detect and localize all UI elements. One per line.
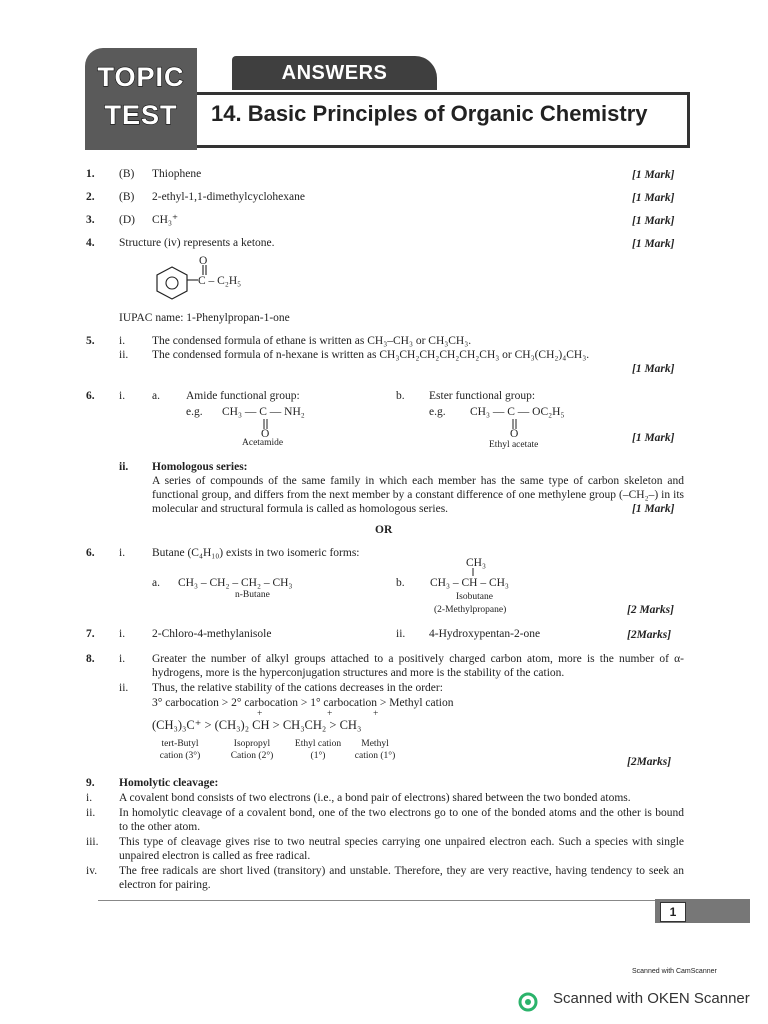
homologous-text: A series of compounds of the same family in which each member has the same type of carbon skeleton and functional group, and differs from the next member by a constant difference of one methylene group (–CH₂–) in its molecular and structural formula is called as homologous series. xyxy=(152,475,684,516)
q5-ii-label: ii. xyxy=(119,349,129,361)
q2-answer: 2-ethyl-1,1-dimethylcyclohexane xyxy=(152,191,305,203)
q8-order: 3° carbocation > 2° carbocation > 1° carbocation > Methyl cation xyxy=(152,697,454,709)
plus-isopropyl: + xyxy=(257,709,263,719)
q4-text: Structure (iv) represents a ketone. xyxy=(119,237,275,249)
q9-number: 9. xyxy=(86,777,95,789)
q9-iv-text: The free radicals are short lived (transitory) and unstable. Therefore, they are very reactive, having tendency to seek an electron for pairing. xyxy=(119,865,684,892)
q5-ii-text: The condensed formula of n-hexane is written as CH₃CH₂CH₂CH₂CH₂CH₃ or CH₃(CH₂)₄CH₃. xyxy=(152,349,590,361)
q3-number: 3. xyxy=(86,214,95,226)
or-divider: OR xyxy=(375,524,393,536)
ethyl-label: Ethyl cation xyxy=(294,739,342,749)
footer-rule xyxy=(98,900,750,901)
q5-i-text: The condensed formula of ethane is written as CH₃–CH₃ or CH₃CH₃. xyxy=(152,335,472,347)
ethyl-acetate-label: Ethyl acetate xyxy=(489,440,539,450)
q9-iii-text: This type of cleavage gives rise to two neutral species carrying one unpaired electron each. Such a species with single unpaired electron is called as free radical. xyxy=(119,836,684,863)
ketone-oxygen: O xyxy=(199,255,208,267)
ethyl-degree: (1°) xyxy=(310,751,326,761)
tert-butyl-degree: cation (3°) xyxy=(159,751,201,761)
isobutane-formula: CH₃ – CH – CH₃ xyxy=(430,577,509,589)
acetamide-label: Acetamide xyxy=(242,438,284,448)
q6alt-mark: [2 Marks] xyxy=(627,604,674,616)
test-label: TEST xyxy=(104,100,178,130)
q9-i-text: A covalent bond consists of two electrons (i.e., a bond pair of electrons) shared between the two bonded atoms. xyxy=(119,792,631,804)
q8-ii-text: Thus, the relative stability of the cations decreases in the order: xyxy=(152,682,443,694)
q7-number: 7. xyxy=(86,628,95,640)
q7-i-text: 2-Chloro-4-methylanisole xyxy=(152,628,272,640)
q8-number: 8. xyxy=(86,653,95,665)
nbutane-label: n-Butane xyxy=(235,590,270,600)
q1-option: (B) xyxy=(119,168,135,180)
q3-answer: CH₃⁺ xyxy=(152,214,179,226)
q8-i-text: Greater the number of alkyl groups attached to a positively charged carbon atom, more is the number of α-hydrogens, more is the hyperconjugation structures and more is the stability of the cation. xyxy=(152,653,684,680)
scanner-logo-icon xyxy=(518,992,538,1012)
q6-i-label: i. xyxy=(119,390,126,402)
q1-number: 1. xyxy=(86,168,95,180)
isobutane-iupac: (2-Methylpropane) xyxy=(434,605,507,615)
oken-scanner-watermark: Scanned with OKEN Scanner xyxy=(553,990,750,1007)
q6alt-b-label: b. xyxy=(396,577,405,589)
q4-mark: [1 Mark] xyxy=(632,238,675,250)
amide-heading: Amide functional group: xyxy=(186,390,300,402)
q6-number: 6. xyxy=(86,390,95,402)
isobutane-ch3-top: CH₃ xyxy=(466,557,486,569)
q7-i-label: i. xyxy=(119,628,126,640)
q1-answer: Thiophene xyxy=(152,168,202,180)
ester-oxygen: O xyxy=(510,428,519,440)
q6-i-mark: [1 Mark] xyxy=(632,432,675,444)
plus-ethyl: + xyxy=(327,709,333,719)
q9-iv-label: iv. xyxy=(86,865,98,877)
q9-title: Homolytic cleavage: xyxy=(119,777,219,789)
isopropyl-degree: Cation (2°) xyxy=(230,751,274,761)
ester-formula: CH₃ — C — OC₂H₅ xyxy=(470,406,565,418)
amide-eg: e.g. xyxy=(186,406,203,418)
plus-methyl: + xyxy=(373,709,379,719)
q2-mark: [1 Mark] xyxy=(632,192,675,204)
q5-mark: [1 Mark] xyxy=(632,363,675,375)
page-title: 14. Basic Principles of Organic Chemistry xyxy=(211,101,648,126)
nbutane-formula: CH₃ – CH₂ – CH₂ – CH₃ xyxy=(178,577,293,589)
q5-i-label: i. xyxy=(119,335,126,347)
answers-tab: ANSWERS xyxy=(232,56,437,90)
q6alt-a-label: a. xyxy=(152,577,160,589)
cation-series: (CH₃)₃C⁺ > (CH₃)₂ CH > CH₃CH₂ > CH₃ xyxy=(152,718,362,732)
topic-label: TOPIC xyxy=(97,62,185,92)
q9-ii-label: ii. xyxy=(86,807,96,819)
ester-eg: e.g. xyxy=(429,406,446,418)
q1-mark: [1 Mark] xyxy=(632,169,675,181)
q7-ii-label: ii. xyxy=(396,628,406,640)
q6alt-text: Butane (C₄H₁₀) exists in two isomeric forms: xyxy=(152,547,360,559)
q5-number: 5. xyxy=(86,335,95,347)
q6-ii-mark: [1 Mark] xyxy=(632,503,675,515)
tert-butyl-label: tert-Butyl xyxy=(161,739,199,749)
q8-ii-label: ii. xyxy=(119,682,129,694)
q2-option: (B) xyxy=(119,191,135,203)
q9-i-label: i. xyxy=(86,792,93,804)
camscanner-watermark: Scanned with CamScanner xyxy=(632,968,717,975)
methyl-label: Methyl xyxy=(361,739,389,749)
q3-mark: [1 Mark] xyxy=(632,215,675,227)
q6alt-i-label: i. xyxy=(119,547,126,559)
isobutane-label: Isobutane xyxy=(456,592,493,602)
isopropyl-label: Isopropyl xyxy=(233,739,271,749)
amide-formula: CH₃ — C — NH₂ xyxy=(222,406,305,418)
page-number: 1 xyxy=(660,902,686,922)
q8-mark: [2Marks] xyxy=(627,756,672,768)
q4-iupac: IUPAC name: 1-Phenylpropan-1-one xyxy=(119,312,290,324)
ketone-chain: C – C₂H₅ xyxy=(198,275,242,287)
ester-heading: Ester functional group: xyxy=(429,390,536,402)
q6-ii-label: ii. xyxy=(119,461,129,473)
amide-oxygen: O xyxy=(261,428,270,440)
q6alt-number: 6. xyxy=(86,547,95,559)
q6-a-label: a. xyxy=(152,390,160,402)
q9-ii-text: In homolytic cleavage of a covalent bond, one of the two electrons go to one of the bonded atoms and the other is bound to the other atom. xyxy=(119,807,684,834)
homologous-title: Homologous series: xyxy=(152,461,248,473)
q7-mark: [2Marks] xyxy=(627,629,672,641)
q7-ii-text: 4-Hydroxypentan-2-one xyxy=(429,628,541,640)
q4-number: 4. xyxy=(86,237,95,249)
q2-number: 2. xyxy=(86,191,95,203)
methyl-degree: cation (1°) xyxy=(354,751,396,761)
q6-b-label: b. xyxy=(396,390,405,402)
q9-iii-label: iii. xyxy=(86,836,99,848)
q3-option: (D) xyxy=(119,214,135,226)
q8-i-label: i. xyxy=(119,653,126,665)
